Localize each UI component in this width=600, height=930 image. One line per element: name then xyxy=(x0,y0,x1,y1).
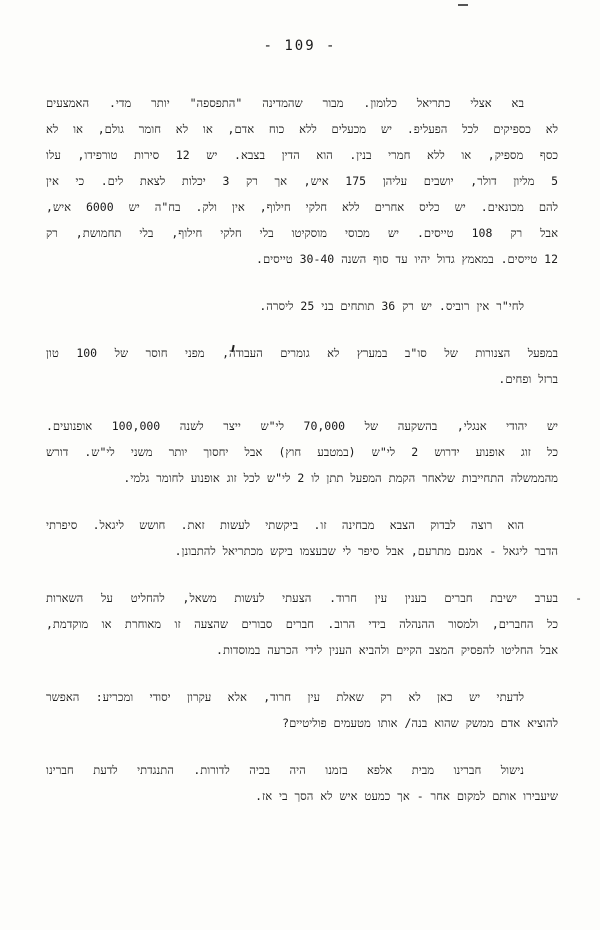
text-line: בערב ישיבת חברים בענין עין חרוד. הצעתי לעשות משאל, להחליט על השארות xyxy=(46,591,558,605)
text-line: להוציא אדם ממשק שהוא בנה/ אותו מטעמים פוליטיים? xyxy=(282,716,558,730)
text-line: 5 מליון דולר, יושבים עליהן 175 איש, אך רק 3 יכלות לצאת לים. כי אין xyxy=(46,174,558,188)
text-line: לחי"ר אין רוביס. יש רק 36 תותחים בני 25 ליסרה. xyxy=(259,299,524,313)
text-line: במפעל הצנורות של סו"ב במערץ לא גומרים העבודה, מפני חוסר של 100 טון xyxy=(46,346,558,360)
text-line: כל החברים, ולמסור ההנהלה בידי הרוב. חברים סבורים שהצעה זו מאוחרת או מוקדמת, xyxy=(46,617,558,631)
text-line: אבל רק 108 טייסים. יש מכוסי מוסקיטו בלי חלקי חילוף, בלי תחמושת, רק xyxy=(46,226,558,240)
text-line: שיעבירו אותם למקום אחר - אך כמעט איש לא הסך בי אז. xyxy=(255,789,558,803)
text-line: הוא רוצה לבדוק הצבא מבחינה זו. ביקשתי לעשות זאת. חושש ליגאל. סיפרתי xyxy=(46,518,524,532)
text-line: 12 טייסים. במאמץ גדול יהיו עד סוף השנה 30-40 טייסים. xyxy=(256,252,558,266)
text-line: נישול חברינו מבית אלפא בזמנו היה בכיה לדורות. התנגדתי לדעת חברינו xyxy=(46,763,524,777)
body-text xyxy=(46,90,582,830)
page-number: - 109 - xyxy=(263,38,337,54)
text-line: כל זוג אופנוע ידרוש 2 לי"ש (במטבע חוץ) אבל יחסוך יותר משני לי"ש. דורש xyxy=(46,445,558,459)
paragraph xyxy=(46,413,558,491)
paragraph xyxy=(46,90,558,272)
text-line: מהממשלה התחייבות שלאחר הקמת המפעל תתן לו 2 לי"ש לכל זוג אופנוע לחומר גלמי. xyxy=(123,471,558,485)
text-line: בא אצלי כתריאל כלומון. מבור שהמדינה "התפספה" יותר מדי. האמצעים xyxy=(46,96,524,110)
dash-bullet: - xyxy=(575,591,582,605)
text-line: לא כספיקים לכל הפעליפ. יש מכעלים ללא כוח אדם, או לא חומר גולם, או לא xyxy=(46,122,558,136)
text-line: להם מכונאים. יש כליס אחרים ללא חלקי חילוף, אין ולק. בח"ה יש 6000 איש, xyxy=(46,200,558,214)
text-line: ברזל ופחים. xyxy=(498,372,558,386)
text-line: לדעתי יש כאן לא רק שאלת עין חרוד, אלא עקרון יסודי ומכריע: האפשר xyxy=(46,690,524,704)
paragraph xyxy=(46,293,558,319)
paragraph xyxy=(46,340,558,392)
text-line: יש יהודי אנגלי, בהשקעה של 70,000 לי"ש ייצר לשנה 100,000 אופנועים. xyxy=(46,419,558,433)
paragraph xyxy=(46,684,558,736)
paragraph xyxy=(46,757,558,809)
paragraph xyxy=(46,512,558,564)
text-line: אבל החליטו להפסיק המצב הקיים ולהביא הענין לידי הכרעה במוסדות. xyxy=(216,643,558,657)
scan-mark xyxy=(458,4,468,6)
text-line: הדבר ליגאל - אמנם מתרעם, אבל סיפר לי שבעצמו ביקש מכתריאל להתבונן. xyxy=(174,544,558,558)
text-line: כסף מספיק, או ללא חמרי בנין. הוא הדין בצבא. יש 12 סירות טורפידו, עלו xyxy=(46,148,558,162)
paragraph xyxy=(46,585,582,663)
